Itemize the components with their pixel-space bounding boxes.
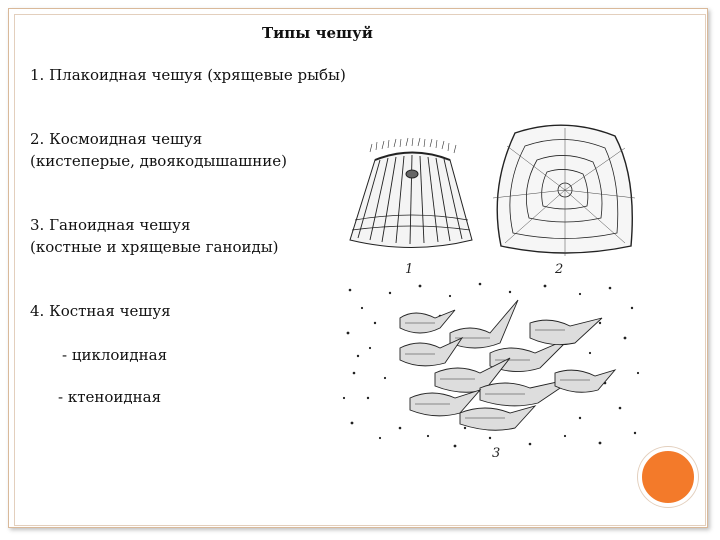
figure-label-3: 3 — [492, 446, 501, 461]
scale-illustration-1 — [340, 130, 485, 255]
list-item-subtext: (кистеперые, двоякодышашние) — [30, 152, 287, 170]
list-item-ganoid — [30, 214, 279, 258]
list-item-subtext: (костные и хрящевые ганоиды) — [30, 238, 279, 256]
scale-illustration-2 — [485, 118, 645, 263]
list-item-text: 3. Ганоидная чешуя — [30, 216, 191, 234]
list-item-text: 4. Костная чешуя — [30, 302, 171, 320]
figure-label-2: 2 — [555, 262, 564, 277]
list-item-placoid — [30, 64, 346, 86]
figure-label-1: 1 — [405, 262, 414, 277]
sub-item-ctenoid: - ктеноидная — [58, 388, 162, 406]
slide-title: Типы чешуй — [262, 24, 373, 42]
list-item-text: 2. Космоидная чешуя — [30, 130, 203, 148]
sub-item-cycloid: - циклоидная — [62, 346, 168, 364]
scale-illustration-3 — [340, 278, 645, 453]
list-item-text: 1. Плакоидная чешуя (хрящевые рыбы) — [30, 66, 346, 84]
decorative-orange-circle — [638, 447, 698, 507]
list-item-bony — [30, 300, 171, 322]
list-item-cosmoid — [30, 128, 287, 172]
